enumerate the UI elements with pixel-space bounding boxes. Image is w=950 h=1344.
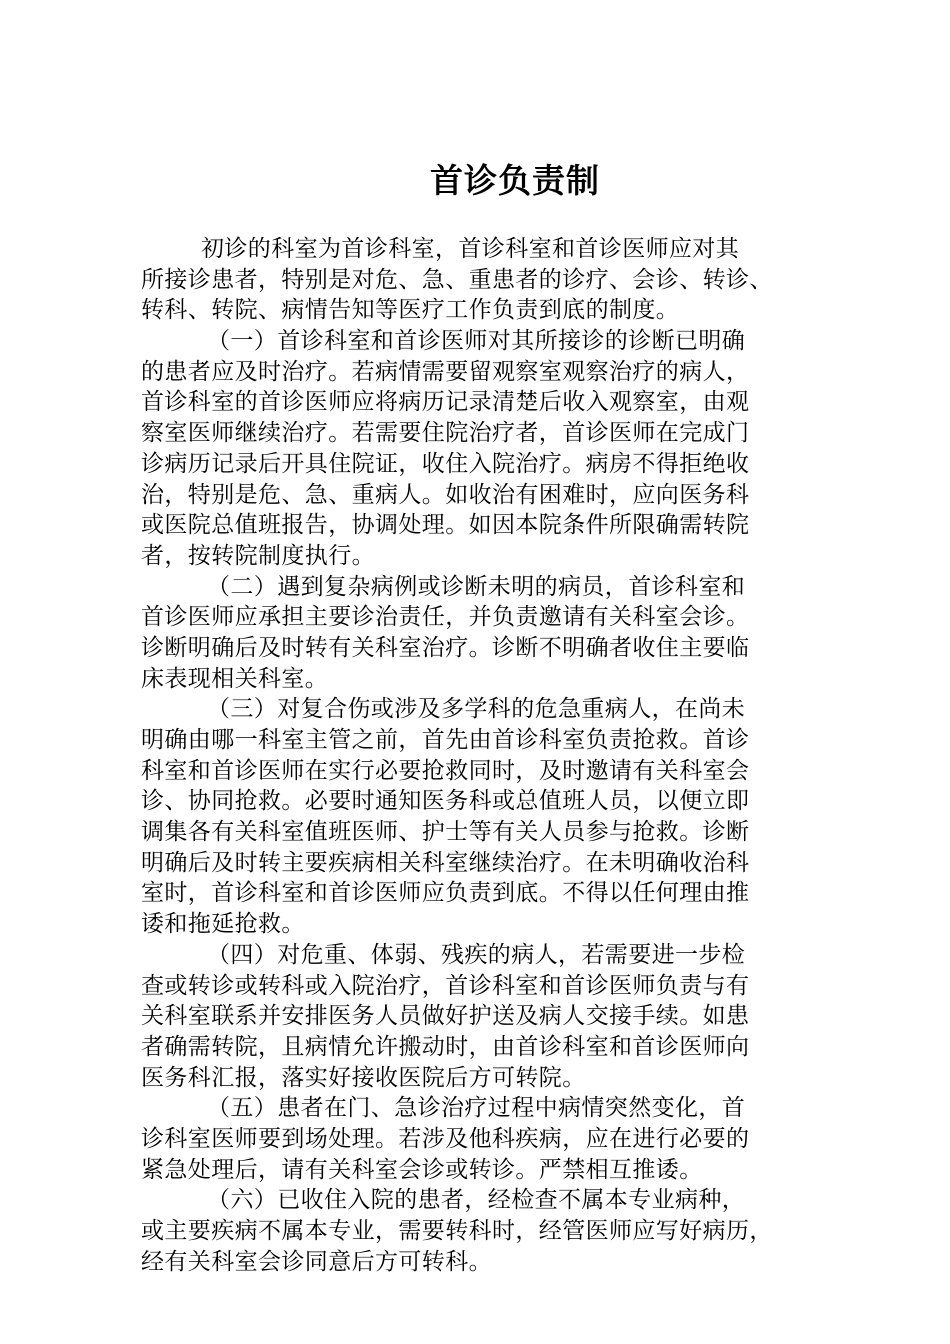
text-line: （三）对复合伤或涉及多学科的危急重病人，在尚未 — [207, 696, 746, 723]
text-line: 或主要疾病不属本专业，需要转科时，经管医师应写好病历， — [141, 1218, 773, 1244]
text-line: 明确后及时转主要疾病相关科室继续治疗。在未明确收治科 — [141, 849, 750, 876]
text-line: 调集各有关科室值班医师、护士等有关人员参与抢救。诊断 — [141, 819, 750, 846]
text-line: （五）患者在门、急诊治疗过程中病情突然变化，首 — [207, 1095, 746, 1122]
text-line: 查或转诊或转科或入院治疗，首诊科室和首诊医师负责与有 — [141, 972, 750, 999]
text-line: （二）遇到复杂病例或诊断未明的病员，首诊科室和 — [207, 573, 746, 600]
text-line: 诊科室医师要到场处理。若涉及他科疾病，应在进行必要的 — [141, 1125, 750, 1152]
text-line: 诿和拖延抢救。 — [141, 911, 305, 938]
text-line: 科室和首诊医师在实行必要抢救同时，及时邀请有关科室会 — [141, 757, 750, 784]
text-line: 所接诊患者，特别是对危、急、重患者的诊疗、会诊、转诊、 — [141, 266, 773, 293]
text-line: （一）首诊科室和首诊医师对其所接诊的诊断已明确 — [207, 328, 746, 355]
text-line: 室时，首诊科室和首诊医师应负责到底。不得以任何理由推 — [141, 880, 750, 907]
text-line: 首诊医师应承担主要诊治责任，并负责邀请有关科室会诊。 — [141, 604, 750, 631]
document-title: 首诊负责制 — [430, 161, 600, 200]
text-line: 紧急处理后，请有关科室会诊或转诊。严禁相互推诿。 — [141, 1156, 703, 1183]
text-line: 诊断明确后及时转有关科室治疗。诊断不明确者收住主要临 — [141, 634, 750, 661]
text-line: 者，按转院制度执行。 — [141, 542, 375, 569]
text-line: 者确需转院，且病情允许搬动时，由首诊科室和首诊医师向 — [141, 1033, 750, 1060]
text-line: 诊、协同抢救。必要时通知医务科或总值班人员，以便立即 — [141, 788, 750, 815]
text-line: 察室医师继续治疗。若需要住院治疗者，首诊医师在完成门 — [141, 420, 750, 447]
text-line: 或医院总值班报告，协调处理。如因本院条件所限确需转院 — [141, 512, 750, 539]
text-line: 治，特别是危、急、重病人。如收治有困难时，应向医务科 — [141, 481, 750, 508]
text-line: 明确由哪一科室主管之前，首先由首诊科室负责抢救。首诊 — [141, 727, 750, 753]
text-line: 床表现相关科室。 — [141, 665, 329, 692]
text-line: 首诊科室的首诊医师应将病历记录清楚后收入观察室，由观 — [141, 389, 750, 416]
text-line: 医务科汇报，落实好接收医院后方可转院。 — [141, 1064, 586, 1091]
text-line: 经有关科室会诊同意后方可转科。 — [141, 1248, 492, 1275]
text-line: 初诊的科室为首诊科室，首诊科室和首诊医师应对其 — [201, 236, 740, 262]
document-body — [141, 234, 821, 1277]
text-line: （四）对危重、体弱、残疾的病人，若需要进一步检 — [207, 941, 746, 968]
text-line: 的患者应及时治疗。若病情需要留观察室观察治疗的病人， — [141, 358, 750, 385]
text-line: 关科室联系并安排医务人员做好护送及病人交接手续。如患 — [141, 1003, 750, 1030]
text-line: 转科、转院、病情告知等医疗工作负责到底的制度。 — [141, 297, 680, 324]
text-line: 诊病历记录后开具住院证，收住入院治疗。病房不得拒绝收 — [141, 450, 750, 477]
text-line: （六）已收住入院的患者，经检查不属本专业病种， — [207, 1187, 746, 1214]
